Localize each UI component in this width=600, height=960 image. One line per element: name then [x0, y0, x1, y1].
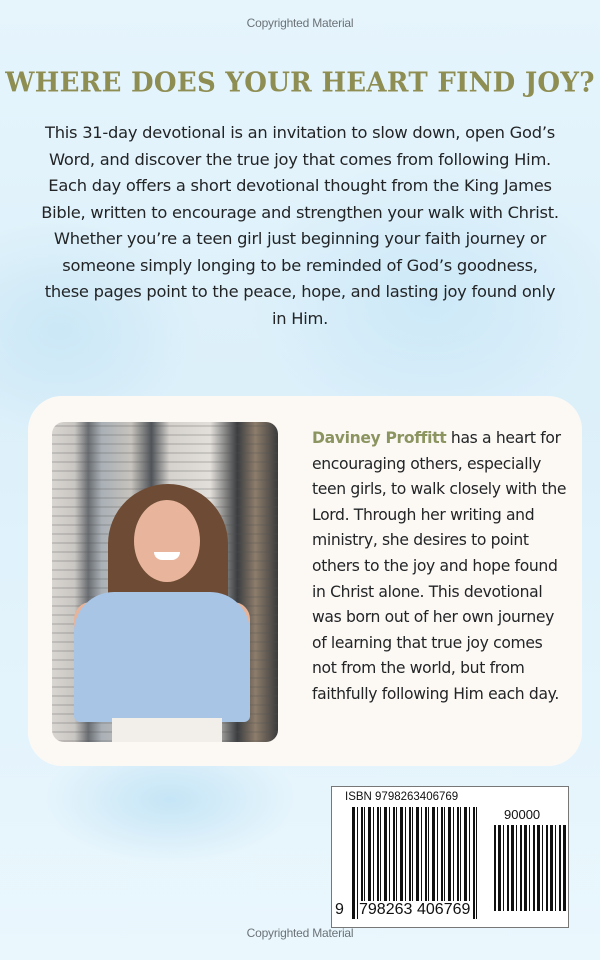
author-bio-text: has a heart for encouraging others, especially teen girls, to walk closely with the Lord. Through her writing and ministry, she desires to point others to the joy and hope found in Christ alone. This devotional was born out of her own journey of learning that true joy comes not from the world, but from faithfully following Him each day.	[312, 429, 567, 703]
isbn-barcode	[331, 786, 569, 928]
barcode-digits-group1: 798263	[359, 901, 413, 918]
price-code: 90000	[504, 807, 541, 822]
author-cardigan	[74, 592, 250, 722]
author-card	[28, 396, 582, 766]
author-name: Daviney Proffitt	[312, 429, 447, 447]
addon-bars	[494, 825, 568, 911]
author-skirt	[112, 718, 222, 742]
author-smile	[154, 552, 180, 560]
copyright-watermark-top: Copyrighted Material	[246, 16, 354, 30]
isbn-label: ISBN 9798263406769	[345, 791, 459, 803]
barcode-digits-group2: 406769	[417, 901, 471, 918]
author-photo	[52, 422, 278, 742]
author-face	[134, 500, 200, 582]
back-cover-headline: WHERE DOES YOUR HEART FIND JOY?	[5, 67, 595, 99]
book-description: This 31-day devotional is an invitation to slow down, open God’s Word, and discover the true joy that comes from following Him. Each day offers a short devotional thought from the King James Bible, written to encourage and strengthen your walk with Christ. Whether you’re a teen girl just beginning your faith journey or someone simply longing to be reminded of God’s goodness, these pages point to the peace, hope, and lasting joy found only in Him.	[41, 123, 559, 328]
barcode-digit-first: 9	[335, 901, 344, 918]
author-bio	[312, 426, 568, 708]
copyright-watermark-bottom: Copyrighted Material	[246, 926, 354, 940]
